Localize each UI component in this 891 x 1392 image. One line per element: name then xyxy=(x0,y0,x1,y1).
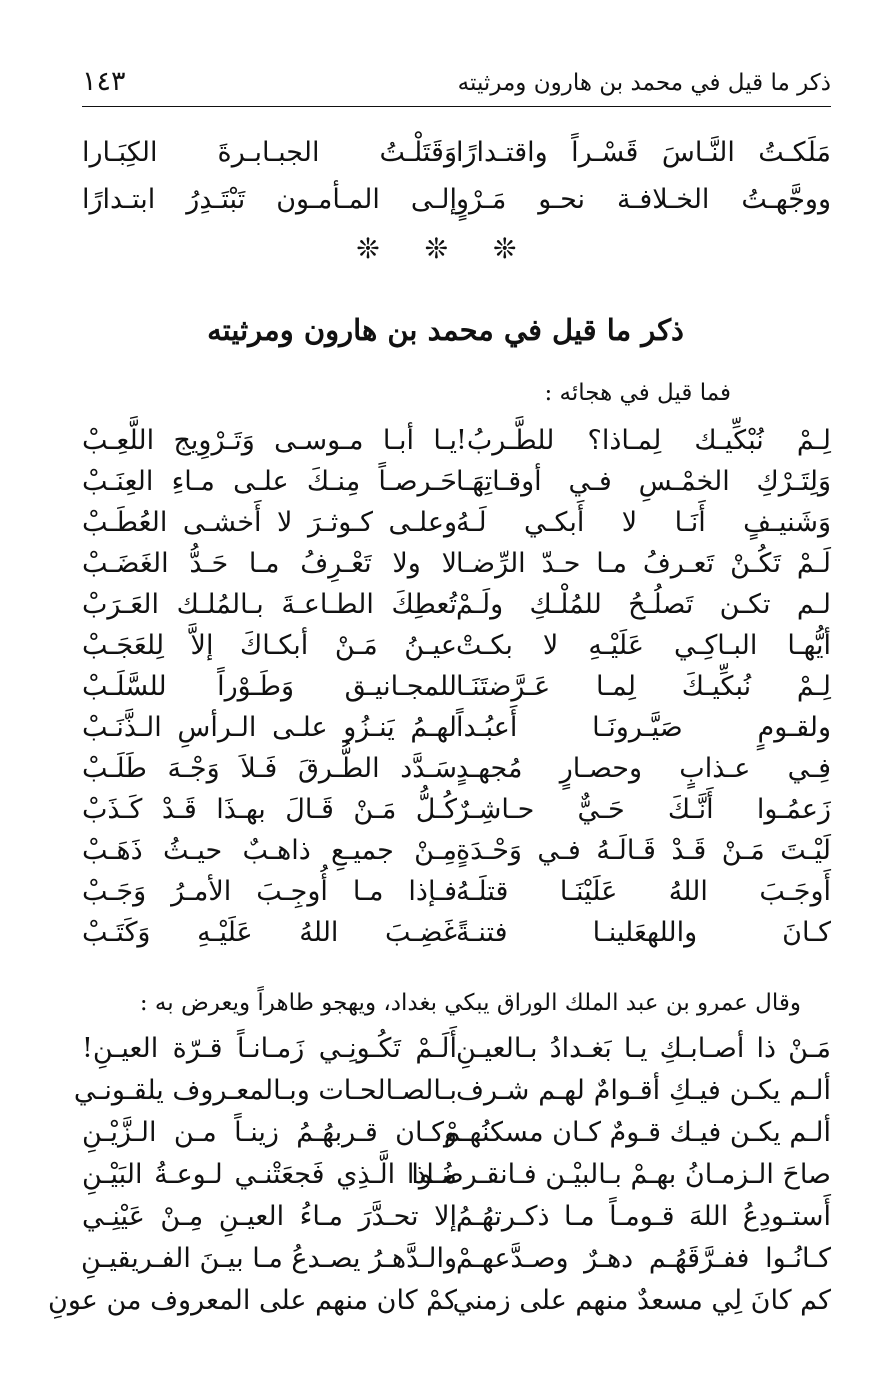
verse-first-hemistich: أيُّهـا البـاكِـي عَلَيْـهِ لا بكـتْ xyxy=(456,630,831,661)
verse-second-hemistich: وعلـى كـوثـرَ لا أَخشـى العُطَـبْ xyxy=(82,507,457,538)
verse-second-hemistich: فـإذا مـا أُوجِـبَ الأمـرُ وَجَـبْ xyxy=(82,876,457,907)
verse-couplet xyxy=(73,1070,831,1112)
verse-couplet xyxy=(82,1238,831,1280)
verse-couplet xyxy=(82,1028,831,1070)
verse-first-hemistich: لَـمْ تَكُـنْ تَعـرفُ مـا حـدّ الرِّضـا xyxy=(456,548,831,579)
verse-second-hemistich: سَـدَّد الطُّـرقَ فَـلاَ وَجْـهَ طَلَـبْ xyxy=(82,753,457,784)
verse-first-hemistich: لِـمْ نُبْكِّيـك لِمـاذا؟ للطَّـربُ! xyxy=(456,425,831,456)
verse-couplet xyxy=(82,1112,831,1154)
verse-first-hemistich: كـانُـوا ففـرَّقَهُـم دهـرٌ وصـدَّعهـمْ xyxy=(456,1243,831,1274)
verse-first-hemistich: أَوجَـبَ اللهُ عَلَيْنَـا قتلَـهُ xyxy=(456,876,831,907)
verse-couplet xyxy=(82,666,831,707)
verse-couplet xyxy=(82,625,831,666)
verse-first-hemistich: فِـي عـذابٍ وحصـارٍ مُجهـدٍ xyxy=(456,753,831,784)
verse-first-hemistich: أَستـودِعُ اللهَ قـومـاً مـا ذكـرتهُـمُ xyxy=(456,1201,831,1232)
section-separator: ❊ ❊ ❊ xyxy=(356,232,535,265)
verse-second-hemistich: حَـرصـاً مِنـكَ علـى مـاءِ العِنَـبْ xyxy=(82,466,457,497)
verse-second-hemistich: كُـلُّ مَـنْ قَـالَ بهـذَا قَـدْ كَـذَبْ xyxy=(82,794,457,825)
section-title: ذكر ما قيل في محمد بن هارون ومرثيته xyxy=(207,313,684,347)
verse-first-hemistich: لَيْـتَ مَـنْ قَـدْ قَـالَـهُ فـي وَحْـدَةٍ xyxy=(456,835,831,866)
verse-first-hemistich: مَلَكـتُ النَّـاسَ قَسْـراً واقتـدارًا xyxy=(456,137,831,168)
verse-first-hemistich: زَعمُـوا أَنَّـكَ حَـيٌّ حـاشِـرٌ xyxy=(456,794,831,825)
verse-second-hemistich: إلا تحـدَّرَ مـاءُ العيـنِ مِـنْ عَيْنِـي xyxy=(82,1201,457,1232)
verse-couplet xyxy=(82,1154,831,1196)
verse-first-hemistich: صاحَ الـزمـانُ بهـمْ بـالبيْـن فـانقـرضُـوا xyxy=(411,1159,831,1190)
verse-couplet xyxy=(82,420,831,461)
verse-first-hemistich: وَلِتَـرْكِ الخمْـسِ فـي أوقـاتِهَـا xyxy=(456,466,831,497)
verse-second-hemistich: غَضِـبَ اللهُ عَلَيْـهِ وَكَتَـبْ xyxy=(82,917,457,948)
verse-couplet xyxy=(82,502,831,543)
verse-first-hemistich: ألـم يكـن فيـك قـومٌ كـان مسكنُهـمْ xyxy=(443,1117,831,1148)
verse-couplet xyxy=(82,912,831,953)
verse-couplet xyxy=(82,748,831,789)
verse-first-hemistich: لِـمْ نُبكِّيـكَ لِمـا عَـرَّضتَنَـا xyxy=(456,671,831,702)
page-number: ١٤٣ xyxy=(82,66,126,97)
hija-poem xyxy=(82,420,831,953)
verse-second-hemistich: والـدَّهـرُ يصـدعُ مـا بيـنَ الفـريقيـنِ xyxy=(80,1243,457,1274)
header-rule xyxy=(82,106,831,107)
verse-couplet xyxy=(82,461,831,502)
verse-couplet xyxy=(82,543,831,584)
intro-amr: وقال عمرو بن عبد الملك الوراق يبكي بغداد، ويهجو طاهراً ويعرض به : xyxy=(139,990,801,1016)
verse-first-hemistich: كم كانَ لِي مسعدٌ منهم على زمني xyxy=(452,1285,831,1316)
verse-first-hemistich: ولقـومٍ صَيَّـرونَـا أَعبُـداً xyxy=(456,712,831,743)
verse-first-hemistich: لـم تكـن تَصلُـحُ للمُلْـكِ ولَـمْ xyxy=(456,589,831,620)
verse-couplet xyxy=(48,1280,831,1322)
verse-second-hemistich: وكـان قـربهُـمُ زينـاً مـن الـزَّيْـنِ xyxy=(82,1117,457,1148)
verse-second-hemistich: بـالصـالحـات وبـالمعـروف يلقـونـي xyxy=(73,1075,457,1106)
verse-second-hemistich: إلـى المـأمـون تَبْتَـدِرُ ابتـدارًا xyxy=(82,184,457,215)
amr-poem xyxy=(48,1028,831,1322)
verse-first-hemistich: ألـم يكـن فيـكِ أقـوامٌ لهـم شـرف xyxy=(456,1075,831,1106)
verse-second-hemistich: مِـنْ جميـعِ ذاهـبٌ حيـثُ ذَهَـبْ xyxy=(82,835,457,866)
verse-second-hemistich: لا ولا تَعْـرِفُ مـا حَـدُّ الغَضَـبْ xyxy=(82,548,457,579)
intro-hija: فما قيل في هجائه : xyxy=(544,380,731,406)
verse-second-hemistich: وَقَتَلْـتُ الجبـابـرةَ الكِبَـارا xyxy=(82,137,457,168)
verse-couplet xyxy=(82,133,831,173)
verse-second-hemistich: عيـنُ مَـنْ أبكـاكَ إلاَّ لِلعَجَـبْ xyxy=(82,630,457,661)
verse-couplet xyxy=(82,707,831,748)
running-title: ذكر ما قيل في محمد بن هارون ومرثيته xyxy=(457,70,831,96)
verse-second-hemistich: تُعطِكَ الطـاعـةَ بـالمُلـك العَـرَبْ xyxy=(82,589,457,620)
verse-first-hemistich: ووجَّهـتُ الخـلافـة نحـو مَـرْوٍ xyxy=(456,184,831,215)
verse-first-hemistich: وَشَنيـفٍ أَنَـا لا أَبكـي لَـهُ xyxy=(456,507,831,538)
verse-first-hemistich: كـانَ واللهعَلينـا فتنـةً xyxy=(456,917,831,948)
verse-first-hemistich: مَـنْ ذا أصـابـكِ يـا بَغـدادُ بـالعيـنِ xyxy=(456,1033,831,1064)
page-header xyxy=(82,60,831,104)
verse-second-hemistich: مـاذا الَّـذِي فَجعَتْنـي لـوعـةُ البَيْـنِ xyxy=(82,1159,457,1190)
verse-couplet xyxy=(82,830,831,871)
verse-couplet xyxy=(82,584,831,625)
verse-couplet xyxy=(82,789,831,830)
verse-second-hemistich: أَلَـمْ تَكُـونِـي زَمـانـاً قـرّة العيـنِ! xyxy=(82,1033,457,1064)
verse-couplet xyxy=(82,1196,831,1238)
verse-second-hemistich: للمجـانيـق وَطَـوْراً للسَّلَـبْ xyxy=(82,671,457,702)
verse-second-hemistich: كمْ كان منهم على المعروف من عونِ xyxy=(48,1285,457,1316)
verse-couplet xyxy=(82,871,831,912)
verse-second-hemistich: لهـمُ يَنـزُو علـى الـرأسِ الـذَّنَـبْ xyxy=(82,712,457,743)
verse-second-hemistich: يـا أبـا مـوسـى وَتَـرْوِيج اللَّعِـبْ xyxy=(82,425,457,456)
verse-couplet xyxy=(82,180,831,220)
